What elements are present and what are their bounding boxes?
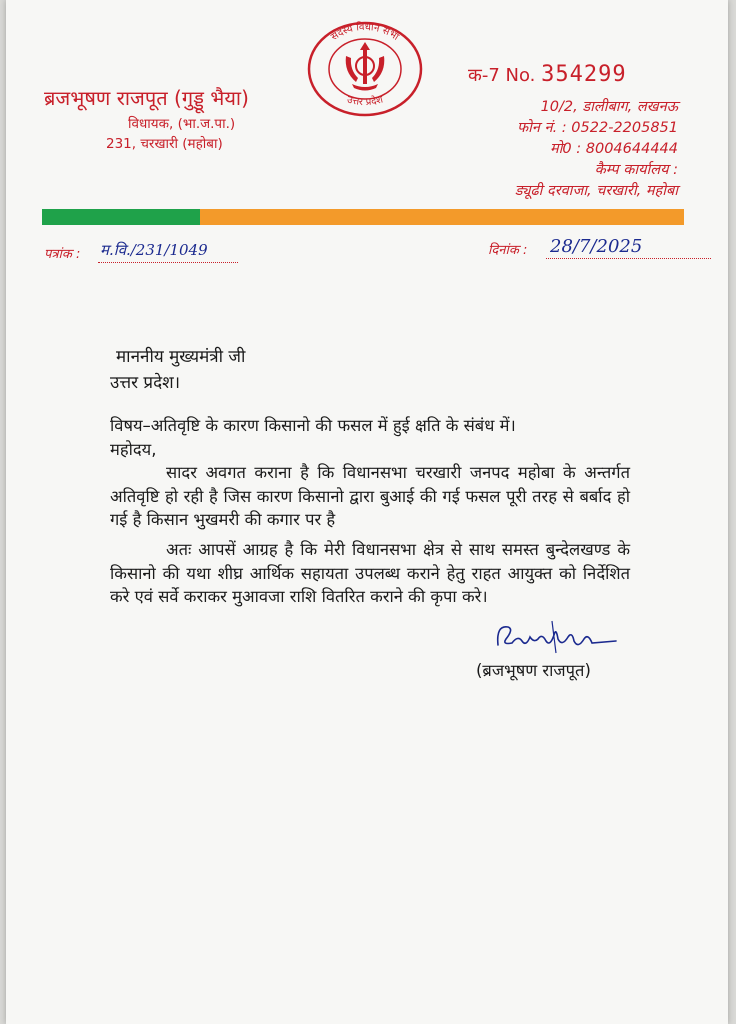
reference-number: म.वि./231/1049 (100, 241, 208, 259)
svg-text:सदस्य विधान सभा (329, 21, 401, 43)
date-value: 28/7/2025 (550, 236, 643, 257)
serial-prefix: क-7 No. (468, 65, 536, 86)
header-bar-orange (200, 209, 684, 225)
subject-line: विषय–अतिवृष्टि के कारण किसानो की फसल में हुई क्षति के संबंध में। (110, 416, 516, 435)
sender-name: ब्रजभूषण राजपूत (गुड्डू भैया) (44, 86, 249, 110)
office-address: 10/2, डालीबाग, लखनऊ (540, 99, 678, 115)
seal-bottom-text: उत्तर प्रदेश (345, 94, 385, 109)
reference-underline (98, 262, 238, 263)
body-paragraph-2: अतः आपसें आग्रह है कि मेरी विधानसभा क्षेत्र से साथ समस्त बुन्देलखण्ड के किसानो की यथा शीघ्र आर्थिक सहायता उपलब्ध कराने हेतु राहत आयुक्त को निर्देशित करे एवं सर्वे कराकर मुआवजा राशि वितरित कराने की कृपा करे। (110, 540, 630, 606)
reference-label: पत्रांक : (44, 247, 81, 262)
date-underline (546, 258, 711, 259)
camp-office-address: ड्यूढी दरवाजा, चरखारी, महोबा (514, 183, 678, 199)
seal-top-text: सदस्य विधान सभा (329, 21, 401, 43)
serial-value: 354299 (541, 62, 627, 87)
sender-constituency: 231, चरखारी (महोबा) (106, 136, 223, 152)
office-phone: फोन नं. : 0522-2205851 (516, 120, 678, 136)
signature-icon (492, 617, 622, 657)
serial-number (468, 62, 627, 87)
addressee-state: उत्तर प्रदेश। (110, 373, 181, 393)
body-paragraph-1: सादर अवगत कराना है कि विधानसभा चरखारी जनपद महोबा के अन्तर्गत अतिवृष्टि हो रही है जिस कारण किसानो द्वारा बुआई की गई फसल पूरी तरह से बर्बाद हो गई है किसान भुखमरी की कगार पर है (110, 463, 630, 529)
up-assembly-seal-icon (306, 20, 424, 118)
date-label: दिनांक : (488, 243, 528, 258)
salutation: महोदय, (110, 440, 157, 459)
addressee: माननीय मुख्यमंत्री जी (116, 347, 246, 367)
camp-office-label: कैम्प कार्यालय : (594, 162, 678, 178)
letter-sheet (6, 0, 728, 1024)
signatory-name: (ब्रजभूषण राजपूत) (476, 661, 591, 680)
svg-text:उत्तर प्रदेश (346, 94, 385, 108)
mobile-number: मो0 : 8004644444 (549, 141, 678, 157)
header-bar-green (42, 209, 200, 225)
sender-designation: विधायक, (भा.ज.पा.) (128, 116, 236, 132)
